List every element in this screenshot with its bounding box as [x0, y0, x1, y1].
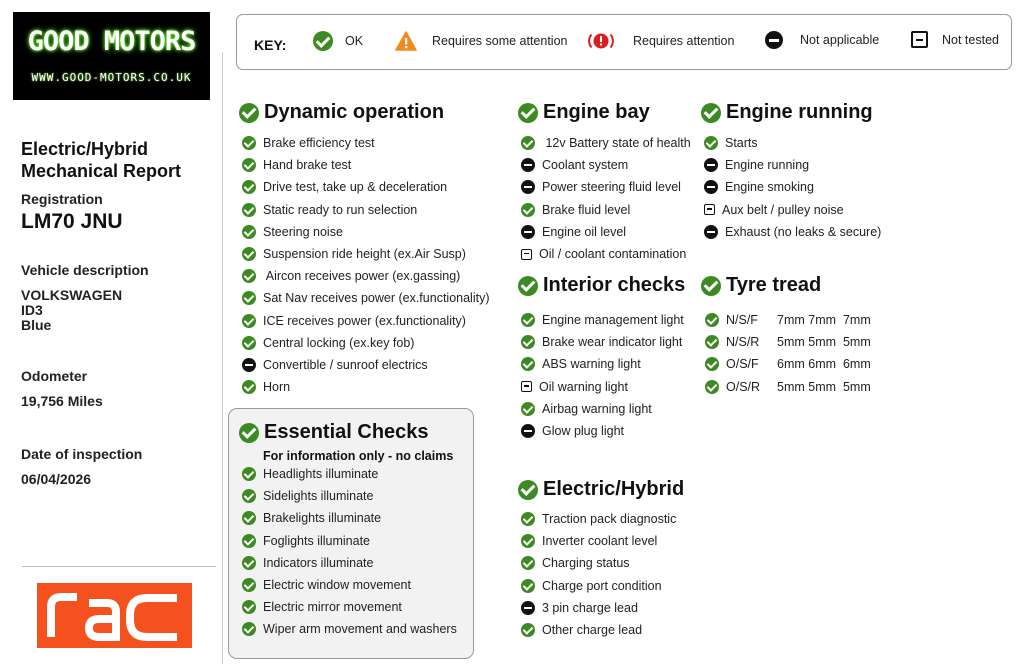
check-item	[242, 485, 457, 507]
section-title-tyre-tread: Tyre tread	[701, 274, 821, 297]
key-item-label: OK	[345, 34, 364, 48]
check-item-label: Brake fluid level	[542, 202, 631, 217]
check-item-label: Headlights illuminate	[263, 467, 379, 482]
check-item-label: Brake wear indicator light	[542, 335, 683, 350]
check-item-label: Inverter coolant level	[542, 534, 658, 549]
ok-icon	[521, 534, 535, 548]
check-item	[521, 331, 684, 353]
check-item-label: Traction pack diagnostic	[542, 512, 677, 527]
report-title-line1: Electric/Hybrid	[21, 139, 149, 159]
check-item	[242, 463, 457, 485]
status-key	[236, 14, 1012, 70]
ok-icon	[242, 203, 256, 217]
check-item	[704, 154, 881, 176]
check-item-label: Indicators illuminate	[263, 555, 374, 570]
check-item	[242, 376, 489, 398]
tyre-row	[705, 376, 871, 398]
tyre-tread-values: 7mm 7mm 7mm	[777, 313, 871, 328]
check-item	[242, 332, 489, 354]
check-item	[242, 507, 457, 529]
check-item-label: Charging status	[542, 556, 630, 571]
check-item-label: Central locking (ex.key fob)	[263, 335, 415, 350]
ok-icon	[521, 357, 535, 371]
ok-icon	[521, 335, 535, 349]
not-applicable-icon	[521, 225, 535, 239]
ok-icon	[242, 180, 256, 194]
ok-icon	[313, 31, 333, 51]
ok-icon	[242, 578, 256, 592]
check-item-label: 3 pin charge lead	[542, 600, 638, 615]
check-item	[242, 221, 489, 243]
ok-icon	[242, 225, 256, 239]
check-item-label: Brake efficiency test	[263, 136, 375, 151]
section-title-engine-running: Engine running	[701, 101, 873, 124]
section-title-dynamic-operation: Dynamic operation	[239, 101, 444, 124]
check-item	[242, 618, 457, 640]
check-item-label: Aircon receives power (ex.gassing)	[263, 269, 461, 284]
check-item-label: Oil / coolant contamination	[539, 247, 687, 262]
tyre-position: N/S/F	[726, 313, 758, 328]
key-item-label: Not tested	[942, 32, 999, 47]
key-item-label: Requires some attention	[432, 34, 568, 48]
check-item	[521, 243, 691, 265]
ok-icon	[705, 335, 719, 349]
check-item	[704, 176, 881, 198]
ok-icon	[701, 276, 721, 296]
tyre-position: O/S/R	[726, 379, 761, 394]
check-item	[242, 574, 457, 596]
ok-icon	[242, 467, 256, 481]
check-item-label: Horn	[263, 380, 291, 395]
tyre-tread-values: 6mm 6mm 6mm	[777, 357, 871, 372]
ok-icon	[705, 313, 719, 327]
odometer-label: Odometer	[21, 368, 88, 384]
check-item-label: Engine oil level	[542, 224, 627, 239]
ok-icon	[521, 512, 535, 526]
key-item-attention	[587, 31, 734, 51]
check-item	[521, 420, 684, 442]
ok-icon	[242, 336, 256, 350]
report-title	[21, 138, 181, 182]
ok-icon	[701, 103, 721, 123]
inspection-date-label: Date of inspection	[21, 446, 143, 462]
check-item	[704, 132, 881, 154]
check-item-label: Exhaust (no leaks & secure)	[725, 224, 882, 239]
rac-logo-text: RAC	[37, 583, 40, 584]
check-item-label: ICE receives power (ex.functionality)	[263, 313, 466, 328]
tyre-row	[705, 309, 871, 331]
not-tested-icon	[521, 249, 532, 260]
ok-icon	[242, 489, 256, 503]
ok-icon	[239, 423, 259, 443]
not-applicable-icon	[521, 424, 535, 438]
check-item	[242, 354, 489, 376]
not-tested-icon	[911, 31, 928, 48]
ok-icon	[242, 556, 256, 570]
key-item-not-tested	[911, 31, 999, 48]
key-item-warning	[395, 31, 568, 51]
ok-icon	[704, 136, 718, 150]
ok-icon	[242, 136, 256, 150]
check-item-label: Hand brake test	[263, 158, 352, 173]
essential-checks-list	[242, 463, 457, 641]
odometer-value: 19,756 Miles	[21, 393, 103, 409]
check-item-label: Brakelights illuminate	[263, 511, 382, 526]
warning-icon	[395, 31, 417, 51]
not-applicable-icon	[704, 180, 718, 194]
vehicle-model: ID3	[21, 302, 43, 318]
check-item	[521, 552, 676, 574]
check-item	[242, 530, 457, 552]
check-item-label: Engine running	[725, 158, 810, 173]
inspection-date-value: 06/04/2026	[21, 471, 92, 487]
check-item	[521, 221, 691, 243]
essential-checks-subtitle: For information only - no claims	[263, 449, 454, 463]
check-item-label: Airbag warning light	[542, 401, 652, 416]
not-tested-icon	[704, 204, 715, 215]
rac-logo	[37, 583, 192, 648]
good-motors-logo	[13, 12, 210, 100]
check-item	[242, 265, 489, 287]
tyre-position: N/S/R	[726, 335, 760, 350]
check-item	[521, 376, 684, 398]
check-item	[521, 176, 691, 198]
dynamic-operation-list	[242, 132, 489, 398]
vehicle-make: VOLKSWAGEN	[21, 287, 123, 303]
registration-label: Registration	[21, 191, 103, 207]
ok-icon	[518, 103, 538, 123]
ok-icon	[242, 511, 256, 525]
tyre-row	[705, 353, 871, 375]
check-item	[242, 199, 489, 221]
not-applicable-icon	[521, 601, 535, 615]
left-panel-divider	[222, 52, 223, 664]
check-item-label: Suspension ride height (ex.Air Susp)	[263, 247, 466, 262]
report-title-line2: Mechanical Report	[21, 161, 182, 181]
ok-icon	[242, 380, 256, 394]
check-item	[242, 596, 457, 618]
check-item	[521, 398, 684, 420]
logo-title: GOOD MOTORS	[27, 26, 196, 57]
section-title-engine-bay: Engine bay	[518, 101, 650, 124]
check-item-label: Steering noise	[263, 224, 343, 239]
check-item-label: Static ready to run selection	[263, 202, 418, 217]
tyre-tread-values: 5mm 5mm 5mm	[777, 379, 871, 394]
check-item-label: Sat Nav receives power (ex.functionality)	[263, 291, 490, 306]
interior-checks-list	[521, 309, 684, 442]
check-item-label: Glow plug light	[542, 424, 624, 439]
check-item	[521, 530, 676, 552]
check-item-label: Drive test, take up & deceleration	[263, 180, 448, 195]
check-item	[242, 132, 489, 154]
ok-icon	[705, 357, 719, 371]
check-item-label: Wiper arm movement and washers	[263, 622, 457, 637]
check-item-label: Convertible / sunroof electrics	[263, 357, 428, 372]
check-item	[521, 154, 691, 176]
ok-icon	[242, 247, 256, 261]
key-label: KEY:	[254, 37, 287, 53]
rac-logo-mark	[37, 583, 192, 648]
check-item-label: Engine smoking	[725, 180, 814, 195]
not-applicable-icon	[521, 180, 535, 194]
check-item-label: Charge port condition	[542, 578, 662, 593]
check-item	[521, 199, 691, 221]
not-applicable-icon	[704, 225, 718, 239]
tyre-row	[705, 331, 871, 353]
section-title-interior-checks: Interior checks	[518, 274, 685, 297]
check-item	[704, 221, 881, 243]
check-item-label: Coolant system	[542, 158, 629, 173]
ok-icon	[518, 480, 538, 500]
ok-icon	[521, 556, 535, 570]
check-item-label: Other charge lead	[542, 623, 643, 638]
check-item-label: Starts	[725, 136, 758, 151]
not-applicable-icon	[242, 358, 256, 372]
ok-icon	[242, 534, 256, 548]
ok-icon	[242, 622, 256, 636]
check-item	[521, 508, 676, 530]
not-applicable-icon	[521, 158, 535, 172]
ok-icon	[521, 623, 535, 637]
check-item-label: ABS warning light	[542, 357, 641, 372]
ok-icon	[521, 136, 535, 150]
ok-icon	[521, 313, 535, 327]
check-item	[521, 619, 676, 641]
check-item-label: Sidelights illuminate	[263, 489, 374, 504]
ok-icon	[242, 314, 256, 328]
check-item	[242, 552, 457, 574]
section-title-essential-checks: Essential Checks	[239, 421, 429, 444]
check-item	[521, 132, 691, 154]
left-panel-separator	[22, 566, 216, 567]
check-item	[242, 176, 489, 198]
check-item	[704, 199, 881, 221]
key-item-ok	[313, 31, 363, 51]
not-applicable-icon	[765, 31, 783, 49]
tyre-position: O/S/F	[726, 357, 759, 372]
ok-icon	[242, 269, 256, 283]
logo-url: WWW.GOOD-MOTORS.CO.UK	[31, 71, 192, 84]
ok-icon	[518, 276, 538, 296]
vehicle-description	[21, 288, 122, 333]
check-item	[521, 353, 684, 375]
check-item-label: Electric mirror movement	[263, 600, 402, 615]
attention-icon	[587, 31, 615, 51]
vehicle-colour: Blue	[21, 317, 52, 333]
check-item-label: Foglights illuminate	[263, 533, 370, 548]
check-item	[521, 575, 676, 597]
check-item-label: Electric window movement	[263, 578, 411, 593]
not-tested-icon	[521, 381, 532, 392]
ok-icon	[521, 579, 535, 593]
tyre-tread-list	[705, 309, 871, 398]
engine-running-list	[704, 132, 881, 243]
key-item-label: Not applicable	[800, 33, 880, 47]
check-item	[242, 243, 489, 265]
tyre-tread-values: 5mm 5mm 5mm	[777, 335, 871, 350]
registration-value: LM70 JNU	[21, 210, 123, 233]
engine-bay-list	[521, 132, 691, 265]
check-item-label: Aux belt / pulley noise	[722, 202, 844, 217]
check-item	[242, 287, 489, 309]
section-title-electric-hybrid: Electric/Hybrid	[518, 478, 684, 501]
vehicle-description-label: Vehicle description	[21, 262, 149, 278]
key-item-not-applicable	[765, 31, 879, 49]
check-item	[521, 597, 676, 619]
check-item-label: Oil warning light	[539, 379, 628, 394]
check-item	[242, 310, 489, 332]
check-item-label: Engine management light	[542, 313, 684, 328]
check-item	[242, 154, 489, 176]
check-item	[521, 309, 684, 331]
ok-icon	[242, 600, 256, 614]
key-item-label: Requires attention	[633, 34, 735, 48]
ok-icon	[242, 158, 256, 172]
ok-icon	[242, 291, 256, 305]
check-item-label: Power steering fluid level	[542, 180, 681, 195]
not-applicable-icon	[704, 158, 718, 172]
ok-icon	[239, 103, 259, 123]
check-item-label: 12v Battery state of health	[542, 136, 691, 151]
ok-icon	[521, 402, 535, 416]
ok-icon	[521, 203, 535, 217]
electric-hybrid-list	[521, 508, 676, 641]
ok-icon	[705, 380, 719, 394]
